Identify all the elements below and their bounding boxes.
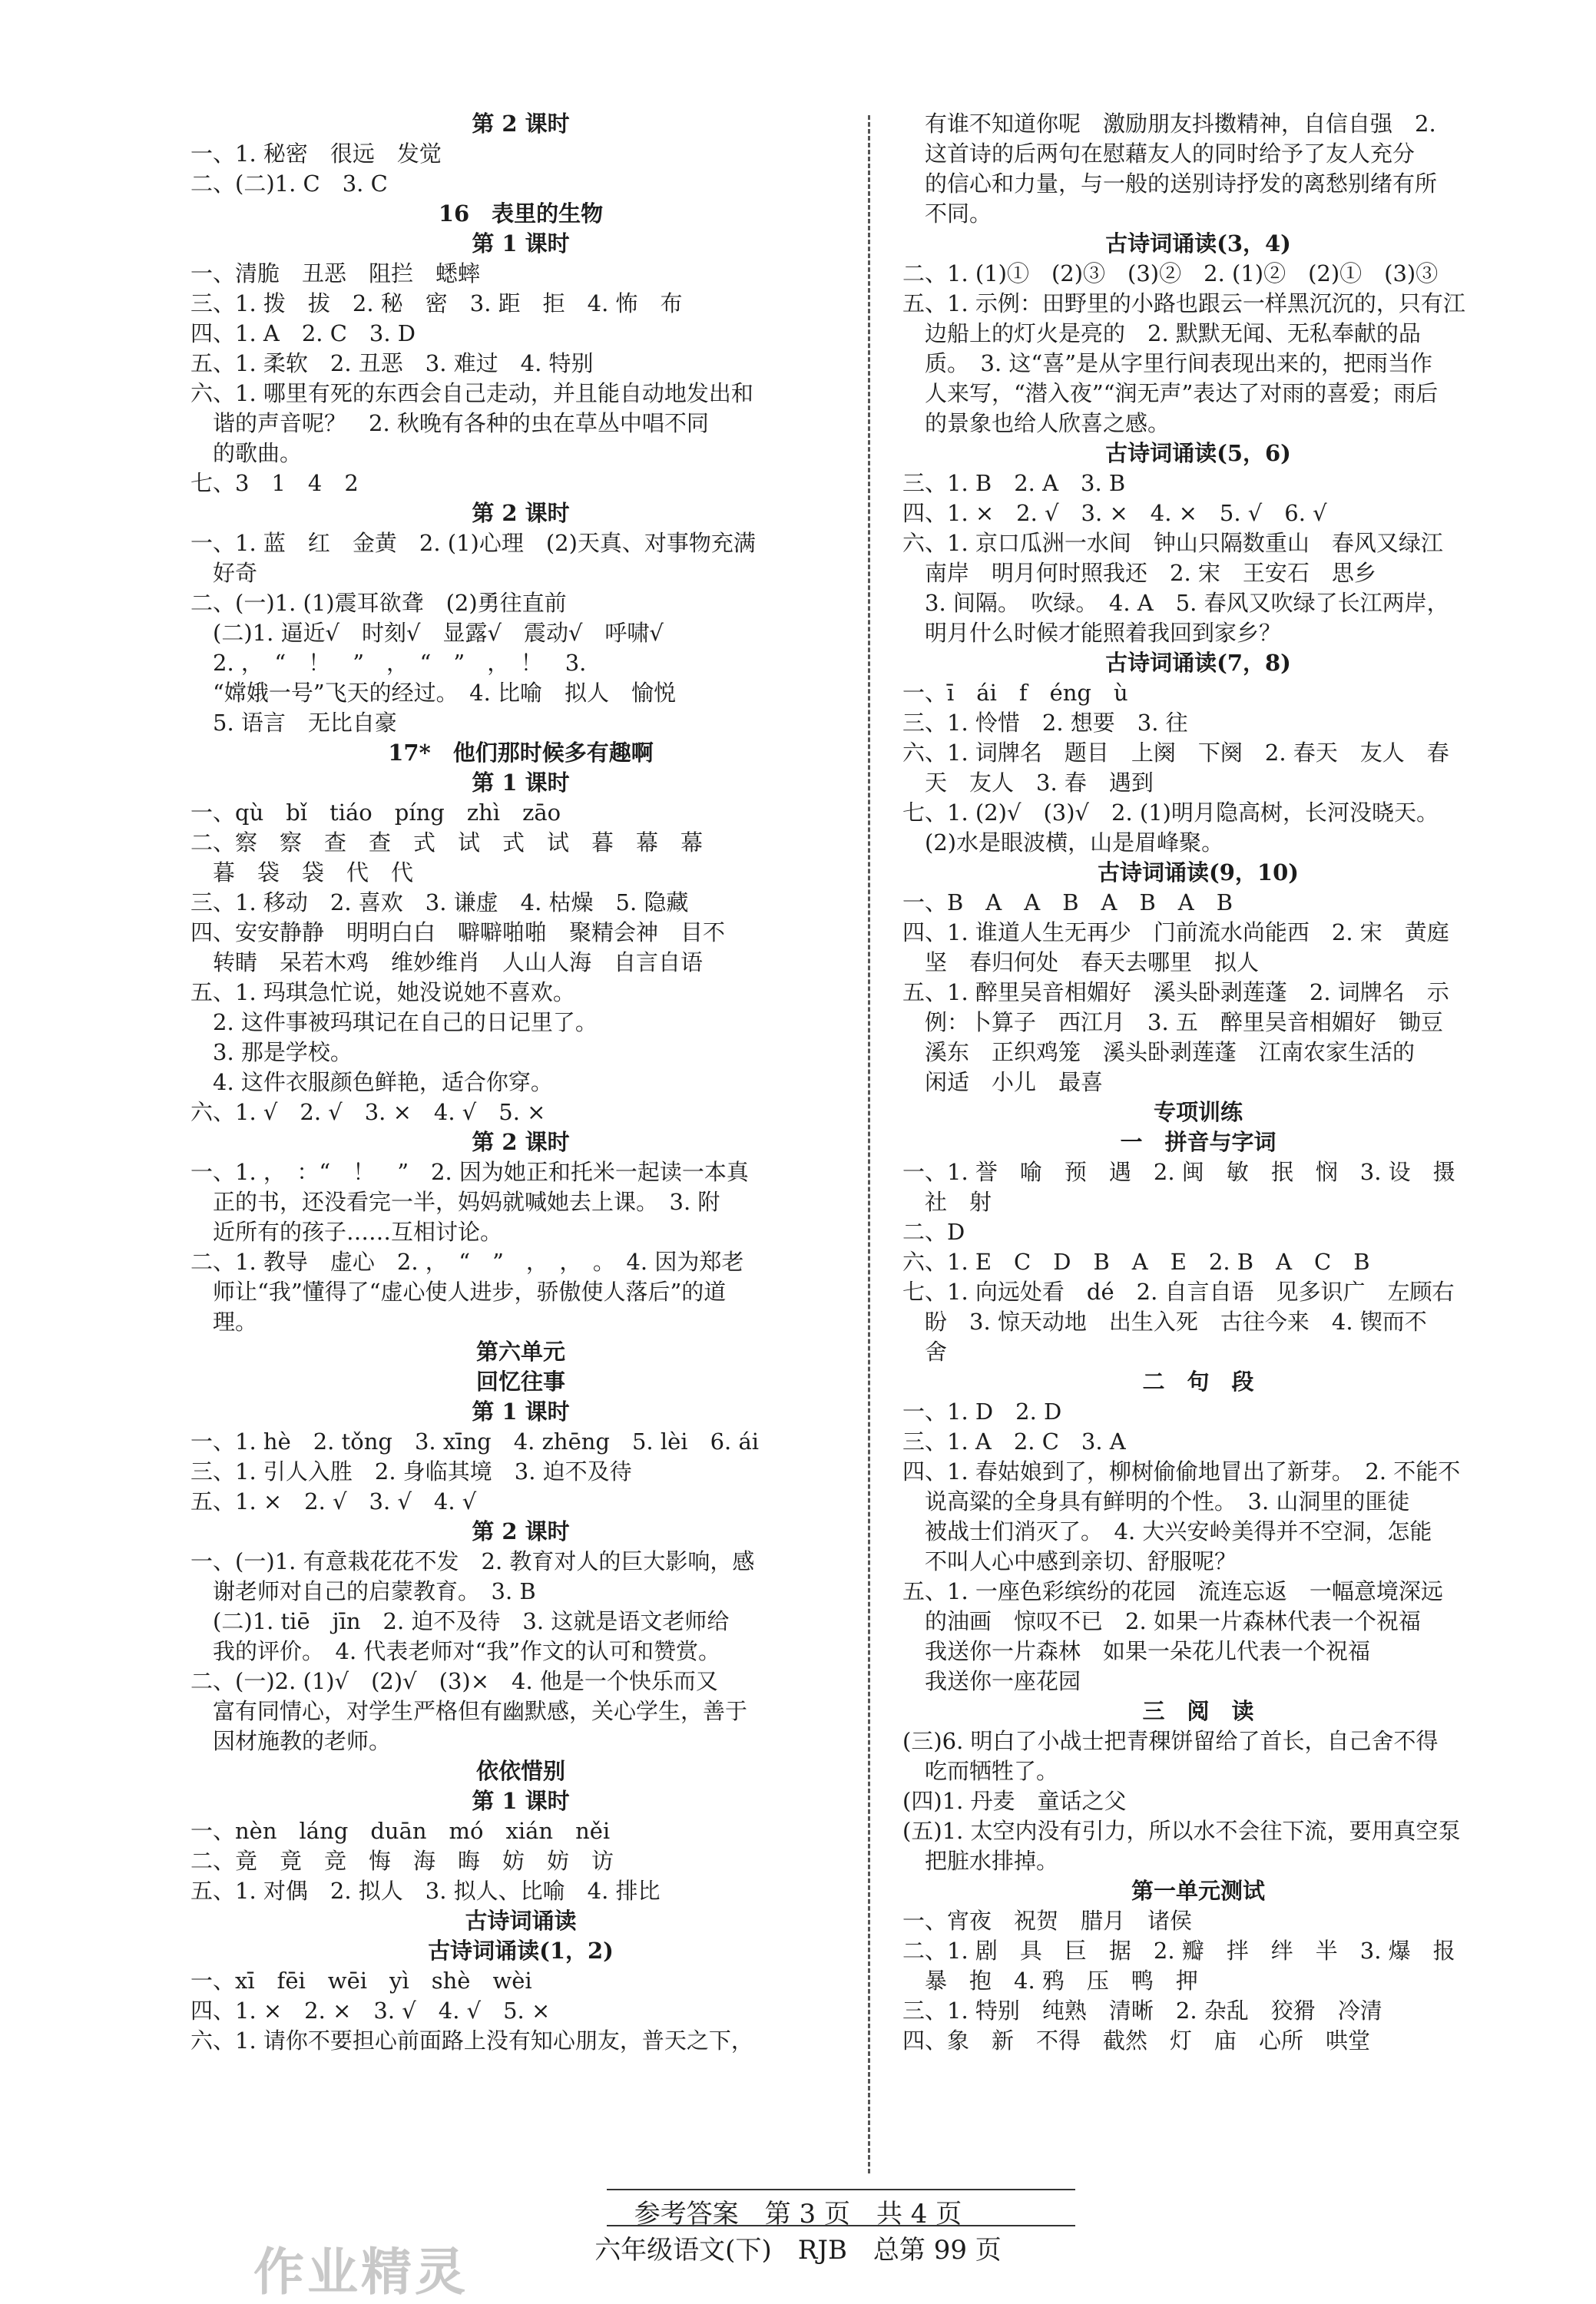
answer-line: 五、1. 玛琪急忙说，她没说她不喜欢。 (190, 979, 575, 1005)
answer-line: 四、1. 谁道人生无再少 门前流水尚能西 2. 宋 黄庭 (902, 919, 1449, 945)
answer-line: 盼 3. 惊天动地 出生入死 古往今来 4. 锲而不 (902, 1309, 1427, 1335)
answer-line: 有谁不知道你呢 激励朋友抖擞精神，自信自强 2. (902, 111, 1436, 137)
answer-line: 四、1. × 2. √ 3. × 4. × 5. √ 6. √ (902, 500, 1327, 526)
answer-line: 六、1. 词牌名 题目 上阕 下阕 2. 春天 友人 春 (902, 740, 1449, 766)
footer-rule-top (607, 2189, 1075, 2190)
answer-line: 五、1. × 2. √ 3. √ 4. √ (190, 1488, 477, 1514)
answer-line: 被战士们消灭了。 4. 大兴安岭美得并不空洞，怎能 (902, 1518, 1432, 1544)
answer-line: 师让“我”懂得了“虚心使人进步，骄傲使人落后”的道 (190, 1279, 727, 1305)
answer-line: 暮 袋 袋 代 代 (190, 859, 414, 886)
section-heading: 依依惜别 (475, 1758, 565, 1784)
section-heading: 古诗词诵读 (465, 1908, 577, 1934)
answer-line: 谢老师对自己的启蒙教育。 3. B (190, 1578, 536, 1604)
answer-line: 六、1. E C D B A E 2. B A C B (902, 1249, 1370, 1275)
answer-line: 5. 语言 无比自豪 (190, 710, 397, 736)
answer-line: 三、1. 移动 2. 喜欢 3. 谦虚 4. 枯燥 5. 隐藏 (190, 889, 689, 915)
answer-line: (二)1. 逼近√ 时刻√ 显露√ 震动√ 呼啸√ (190, 620, 664, 646)
answer-line: 六、1. 请你不要担心前面路上没有知心朋友，普天之下， (190, 2028, 753, 2054)
answer-line: 二、1. (1)① (2)③ (3)② 2. (1)② (2)① (3)③ (902, 260, 1439, 286)
answer-line: (二)1. tiē jīn 2. 迫不及待 3. 这就是语文老师给 (190, 1608, 730, 1634)
answer-line: 五、1. 柔软 2. 丑恶 3. 难过 4. 特别 (190, 350, 594, 376)
answer-line: 4. 这件衣服颜色鲜艳，适合你穿。 (190, 1069, 553, 1095)
section-heading: 第 2 课时 (472, 500, 570, 526)
answer-line: 一、1. hè 2. tǒng 3. xīng 4. zhēng 5. lèi 6. ái (190, 1428, 760, 1455)
answer-line: 二、(一)1. (1)震耳欲聋 (2)勇往直前 (190, 590, 567, 616)
answer-line: 二、(一)2. (1)√ (2)√ (3)× 4. 他是一个快乐而又 (190, 1668, 718, 1694)
answer-line: 3. 间隔。 吹绿。 4. A 5. 春风又吹绿了长江两岸， (902, 590, 1449, 616)
answer-line: 二、D (902, 1219, 965, 1245)
answer-line: “嫦娥一号”飞天的经过。 4. 比喻 拟人 愉悦 (190, 680, 677, 706)
answer-line: 的歌曲。 (190, 440, 303, 466)
answer-line: 三、1. 拨 拔 2. 秘 密 3. 距 拒 4. 怖 布 (190, 290, 683, 316)
answer-line: 我的评价。 4. 代表老师对“我”作文的认可和赞赏。 (190, 1638, 721, 1664)
answer-line: 吃而牺牲了。 (902, 1758, 1059, 1784)
answer-line: 二、察 察 查 查 式 试 式 试 暮 幕 幕 (190, 829, 704, 856)
answer-line: 一、1. 蓝 红 金黄 2. (1)心理 (2)天真、对事物充满 (190, 530, 756, 556)
answer-line: 五、1. 对偶 2. 拟人 3. 拟人、比喻 4. 排比 (190, 1878, 661, 1904)
answer-line: 不同。 (902, 200, 992, 227)
answer-line: 我送你一片森林 如果一朵花儿代表一个祝福 (902, 1638, 1371, 1664)
answer-line: 的信心和力量，与一般的送别诗抒发的离愁别绪有所 (902, 170, 1438, 197)
column-divider (868, 115, 870, 2173)
answer-line: 溪东 正织鸡笼 溪头卧剥莲蓬 江南农家生活的 (902, 1039, 1416, 1065)
answer-line: 我送你一座花园 (902, 1668, 1081, 1694)
section-heading: 第 1 课时 (472, 1399, 570, 1425)
answer-line: 四、象 新 不得 截然 灯 庙 心所 哄堂 (902, 2028, 1371, 2054)
answer-line: 五、1. 醉里吴音相媚好 溪头卧剥莲蓬 2. 词牌名 示 (902, 979, 1449, 1005)
answer-line: 三、1. B 2. A 3. B (902, 470, 1126, 496)
answer-line: 人来写，“潜入夜”“润无声”表达了对雨的喜爱；雨后 (902, 380, 1439, 406)
section-heading: 17* 他们那时候多有趣啊 (388, 740, 654, 766)
answer-line: 富有同情心，对学生严格但有幽默感，关心学生，善于 (190, 1698, 748, 1724)
answer-line: 的景象也给人欣喜之感。 (902, 410, 1171, 436)
section-heading: 一 拼音与字词 (1120, 1129, 1276, 1155)
answer-line: 不叫人心中感到亲切、舒服呢？ (902, 1548, 1237, 1574)
section-heading: 古诗词诵读(3，4) (1105, 230, 1291, 257)
answer-line: 好奇 (190, 560, 258, 586)
answer-line: 舍 (902, 1339, 948, 1365)
section-heading: 专项训练 (1153, 1099, 1243, 1125)
section-heading: 第 2 课时 (472, 111, 570, 137)
answer-line: 这首诗的后两句在慰藉友人的同时给予了友人充分 (902, 141, 1416, 167)
answer-line: 五、1. 一座色彩缤纷的花园 流连忘返 一幅意境深远 (902, 1578, 1443, 1604)
answer-line: 一、(一)1. 有意栽花花不发 2. 教育对人的巨大影响，感 (190, 1548, 755, 1574)
answer-line: (三)6. 明白了小战士把青稞饼留给了首长，自己舍不得 (902, 1728, 1439, 1754)
answer-line: 3. 那是学校。 (190, 1039, 353, 1065)
answer-line: 谐的声音呢？ 2. 秋晚有各种的虫在草丛中唱不同 (190, 410, 709, 436)
answer-line: 理。 (190, 1309, 258, 1335)
answer-line: 2. ， “ ！ ” ， “ ” ， ！ 3. (190, 650, 587, 676)
answer-line: 六、1. 哪里有死的东西会自己走动，并且能自动地发出和 (190, 380, 753, 406)
footer-book-info: 六年级语文(下) RJB 总第 99 页 (594, 2235, 1002, 2266)
section-heading: 古诗词诵读(1，2) (428, 1938, 614, 1964)
section-heading: 古诗词诵读(7，8) (1105, 650, 1291, 676)
answer-line: 质。 3. 这“喜”是从字里行间表现出来的，把雨当作 (902, 350, 1433, 376)
answer-line: 四、1. × 2. × 3. √ 4. √ 5. × (190, 1998, 551, 2024)
answer-line: 七、1. 向远处看 dé 2. 自言自语 见多识广 左顾右 (902, 1279, 1455, 1305)
section-heading: 古诗词诵读(9，10) (1098, 859, 1299, 886)
answer-line: 三、1. 怜惜 2. 想要 3. 往 (902, 710, 1188, 736)
left-answer-column (190, 109, 851, 2056)
answer-line: 的油画 惊叹不已 2. 如果一片森林代表一个祝福 (902, 1608, 1421, 1634)
answer-line: 暴 抱 4. 鸦 压 鸭 押 (902, 1968, 1198, 1994)
section-heading: 第 2 课时 (472, 1518, 570, 1544)
section-heading: 三 阅 读 (1142, 1698, 1254, 1724)
answer-line: 一、1. D 2. D (902, 1399, 1062, 1425)
section-heading: 第 2 课时 (472, 1129, 570, 1155)
answer-line: 社 射 (902, 1189, 992, 1215)
answer-line: (四)1. 丹麦 童话之父 (902, 1788, 1127, 1814)
answer-line: 2. 这件事被玛琪记在自己的日记里了。 (190, 1009, 598, 1035)
answer-line: 一、1. ， ：“ ！ ” 2. 因为她正和托米一起读一本真 (190, 1159, 749, 1185)
footer-page-info: 参考答案 第 3 页 共 4 页 (634, 2199, 962, 2230)
answer-line: 一、qù bǐ tiáo píng zhì zāo (190, 799, 561, 826)
answer-line: 明月什么时候才能照着我回到家乡？ (902, 620, 1282, 646)
answer-line: 四、1. A 2. C 3. D (190, 320, 416, 346)
answer-line: 三、1. A 2. C 3. A (902, 1428, 1126, 1455)
answer-line: 一、ī ái f éng ù (902, 680, 1128, 706)
answer-line: 二、竟 竟 竞 悔 海 晦 妨 妨 访 (190, 1848, 614, 1874)
answer-line: 天 友人 3. 春 遇到 (902, 770, 1154, 796)
section-heading: 第一单元测试 (1131, 1878, 1265, 1904)
answer-line: 二、(二)1. C 3. C (190, 170, 388, 197)
answer-line: 六、1. √ 2. √ 3. × 4. √ 5. × (190, 1099, 546, 1125)
answer-line: 转睛 呆若木鸡 维妙维肖 人山人海 自言自语 (190, 949, 704, 975)
answer-line: (五)1. 太空内没有引力，所以水不会往下流，要用真空泵 (902, 1818, 1461, 1844)
section-heading: 16 表里的生物 (438, 200, 604, 227)
answer-line: 四、安安静静 明明白白 噼噼啪啪 聚精会神 目不 (190, 919, 726, 945)
section-heading: 第 1 课时 (472, 230, 570, 257)
answer-line: 二、1. 剧 具 巨 据 2. 瓣 拌 绊 半 3. 爆 报 (902, 1938, 1455, 1964)
section-heading: 第六单元 (475, 1339, 565, 1365)
answer-line: 七、3 1 4 2 (190, 470, 359, 496)
answer-line: 一、B A A B A B A B (902, 889, 1233, 915)
answer-line: 说高粱的全身具有鲜明的个性。 3. 山洞里的匪徒 (902, 1488, 1410, 1514)
section-heading: 回忆往事 (475, 1369, 565, 1395)
answer-line: 七、1. (2)√ (3)√ 2. (1)明月隐高树，长河没晓天。 (902, 799, 1439, 826)
answer-line: 边船上的灯火是亮的 2. 默默无闻、无私奉献的品 (902, 320, 1421, 346)
footer-rule-bottom (607, 2225, 1075, 2226)
answer-line: (2)水是眼波横，山是眉峰聚。 (902, 829, 1224, 856)
answer-line: 正的书，还没看完一半，妈妈就喊她去上课。 3. 附 (190, 1189, 720, 1215)
section-heading: 二 句 段 (1142, 1369, 1254, 1395)
answer-line: 一、1. 誉 喻 预 遇 2. 闽 敏 抿 悯 3. 设 摄 (902, 1159, 1455, 1185)
answer-line: 近所有的孩子……互相讨论。 (190, 1219, 503, 1245)
right-answer-column (902, 109, 1494, 2056)
answer-line: 六、1. 京口瓜洲一水间 钟山只隔数重山 春风又绿江 (902, 530, 1443, 556)
section-heading: 古诗词诵读(5，6) (1105, 440, 1291, 466)
answer-line: 一、清脆 丑恶 阻拦 蟋蟀 (190, 260, 481, 286)
answer-line: 二、1. 教导 虚心 2. ， “ ” ， ， 。 4. 因为郑老 (190, 1249, 744, 1275)
answer-line: 例：卜算子 西江月 3. 五 醉里吴音相媚好 锄豆 (902, 1009, 1443, 1035)
answer-line: 三、1. 引人入胜 2. 身临其境 3. 迫不及待 (190, 1458, 632, 1485)
answer-line: 把脏水排掉。 (902, 1848, 1059, 1874)
section-heading: 第 1 课时 (472, 770, 570, 796)
answer-line: 五、1. 示例：田野里的小路也跟云一样黑沉沉的，只有江 (902, 290, 1465, 316)
answer-line: 坚 春归何处 春天去哪里 拟人 (902, 949, 1260, 975)
answer-line: 南岸 明月何时照我还 2. 宋 王安石 思乡 (902, 560, 1376, 586)
answer-line: 一、宵夜 祝贺 腊月 诸侯 (902, 1908, 1193, 1934)
answer-line: 一、1. 秘密 很远 发觉 (190, 141, 442, 167)
answer-line: 一、xī fēi wēi yì shè wèi (190, 1968, 532, 1994)
section-heading: 第 1 课时 (472, 1788, 570, 1814)
watermark-logo: 作业精灵 (253, 2243, 469, 2302)
answer-line: 四、1. 春姑娘到了，柳树偷偷地冒出了新芽。 2. 不能不 (902, 1458, 1461, 1485)
answer-line: 因材施教的老师。 (190, 1728, 392, 1754)
answer-line: 闲适 小儿 最喜 (902, 1069, 1104, 1095)
answer-line: 三、1. 特别 纯熟 清晰 2. 杂乱 狡猾 冷清 (902, 1998, 1382, 2024)
answer-line: 一、nèn láng duān mó xián něi (190, 1818, 611, 1844)
